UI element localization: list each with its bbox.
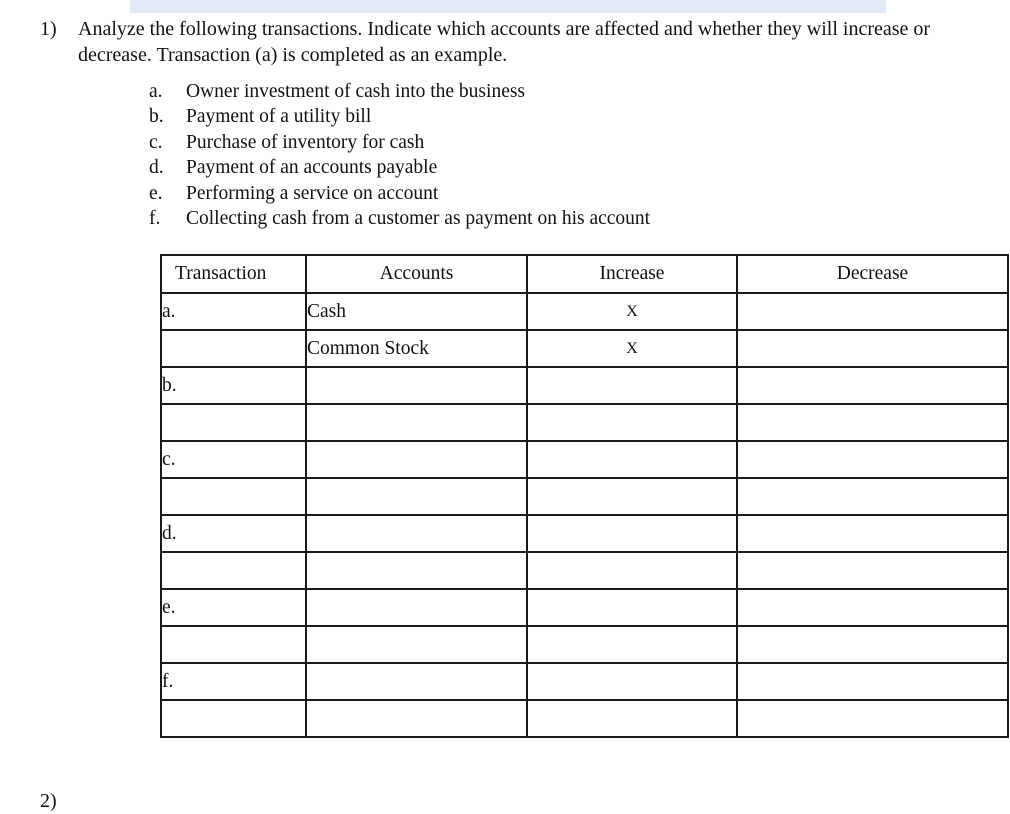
question-number: 1) — [40, 18, 57, 40]
selection-highlight — [130, 0, 886, 13]
increase-cell[interactable] — [527, 589, 737, 626]
header-accounts: Accounts — [306, 255, 527, 293]
decrease-cell[interactable] — [737, 404, 1008, 441]
decrease-cell[interactable] — [737, 515, 1008, 552]
table-row — [161, 367, 1008, 404]
decrease-cell[interactable] — [737, 700, 1008, 737]
account-cell[interactable] — [306, 626, 527, 663]
account-cell[interactable] — [306, 700, 527, 737]
transaction-letter: f. — [149, 207, 161, 229]
table-row — [161, 515, 1008, 552]
header-increase: Increase — [527, 255, 737, 293]
table-row — [161, 330, 1008, 367]
transaction-cell[interactable] — [161, 330, 306, 367]
transaction-text: Owner investment of cash into the business — [186, 81, 526, 102]
table-row — [161, 478, 1008, 515]
increase-cell[interactable] — [527, 478, 737, 515]
transaction-text: Payment of a utility bill — [186, 106, 372, 128]
question-text: Analyze the following transactions. Indicate which accounts are affected and whether they will increase or decrease. Transaction (a) is completed as an example. — [78, 18, 931, 66]
table-row — [161, 663, 1008, 700]
transaction-item — [149, 181, 650, 206]
transaction-letter: b. — [149, 106, 164, 128]
table-row — [161, 589, 1008, 626]
table-header-row — [161, 255, 1008, 293]
transaction-letter: e. — [149, 182, 163, 204]
transaction-letter: d. — [149, 157, 164, 179]
account-cell[interactable] — [306, 552, 527, 589]
decrease-cell[interactable] — [737, 589, 1008, 626]
transaction-letter: c. — [149, 131, 163, 153]
table-row — [161, 626, 1008, 663]
next-question-cutoff: 2) — [40, 790, 57, 812]
transaction-cell[interactable]: f. — [161, 663, 306, 700]
increase-cell[interactable]: X — [527, 330, 737, 367]
table-row — [161, 441, 1008, 478]
transaction-text: Purchase of inventory for cash — [186, 131, 425, 153]
decrease-cell[interactable] — [737, 663, 1008, 700]
increase-cell[interactable] — [527, 404, 737, 441]
transaction-cell[interactable]: e. — [161, 589, 306, 626]
account-cell[interactable]: Cash — [306, 293, 527, 330]
transaction-letter: a. — [149, 81, 163, 102]
increase-cell[interactable] — [527, 626, 737, 663]
table-row — [161, 552, 1008, 589]
decrease-cell[interactable] — [737, 330, 1008, 367]
account-cell[interactable] — [306, 515, 527, 552]
transaction-cell[interactable]: a. — [161, 293, 306, 330]
transaction-cell[interactable] — [161, 404, 306, 441]
decrease-cell[interactable] — [737, 441, 1008, 478]
increase-cell[interactable] — [527, 700, 737, 737]
analysis-table — [160, 254, 1009, 738]
increase-cell[interactable] — [527, 367, 737, 404]
transaction-item — [149, 155, 650, 180]
transaction-item — [149, 79, 650, 104]
increase-cell[interactable] — [527, 663, 737, 700]
increase-cell[interactable] — [527, 515, 737, 552]
transaction-text: Payment of an accounts payable — [186, 157, 438, 179]
transaction-item — [149, 104, 650, 129]
transaction-cell[interactable] — [161, 700, 306, 737]
transaction-cell[interactable] — [161, 626, 306, 663]
increase-cell[interactable]: X — [527, 293, 737, 330]
transaction-cell[interactable]: c. — [161, 441, 306, 478]
table-body — [161, 293, 1008, 737]
account-cell[interactable] — [306, 441, 527, 478]
decrease-cell[interactable] — [737, 552, 1008, 589]
header-decrease: Decrease — [737, 255, 1008, 293]
transaction-text: Performing a service on account — [186, 182, 439, 204]
transaction-list — [149, 79, 650, 231]
account-cell[interactable] — [306, 663, 527, 700]
account-cell[interactable] — [306, 478, 527, 515]
transaction-cell[interactable]: b. — [161, 367, 306, 404]
transaction-item — [149, 130, 650, 155]
increase-cell[interactable] — [527, 441, 737, 478]
table-row — [161, 700, 1008, 737]
decrease-cell[interactable] — [737, 478, 1008, 515]
account-cell[interactable] — [306, 404, 527, 441]
increase-cell[interactable] — [527, 552, 737, 589]
transaction-cell[interactable] — [161, 478, 306, 515]
transaction-cell[interactable] — [161, 552, 306, 589]
transaction-text: Collecting cash from a customer as payment on his account — [186, 207, 651, 229]
decrease-cell[interactable] — [737, 626, 1008, 663]
decrease-cell[interactable] — [737, 293, 1008, 330]
transaction-cell[interactable]: d. — [161, 515, 306, 552]
account-cell[interactable] — [306, 589, 527, 626]
decrease-cell[interactable] — [737, 367, 1008, 404]
account-cell[interactable]: Common Stock — [306, 330, 527, 367]
table-row — [161, 404, 1008, 441]
account-cell[interactable] — [306, 367, 527, 404]
header-transaction: Transaction — [161, 255, 306, 293]
transaction-item — [149, 206, 650, 231]
table-row — [161, 293, 1008, 330]
